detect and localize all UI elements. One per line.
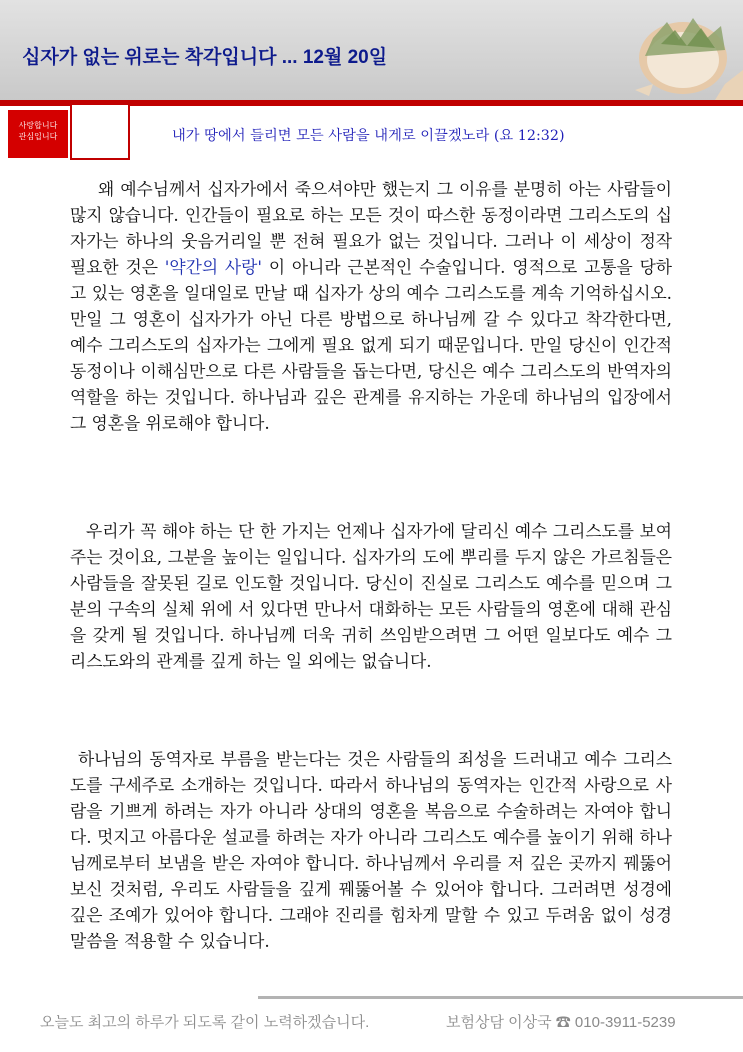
footer-divider [258,996,743,999]
bible-verse: 내가 땅에서 들리면 모든 사람을 내게로 이끌겠노라 (요 12:32) [172,128,565,144]
paragraph-2: 우리가 꼭 해야 하는 단 한 가지는 언제나 십자가에 달리신 예수 그리스도를 보여주는 것이요, 그분을 높이는 일입니다. 십자가의 도에 뿌리를 두지 않은 가르침들은 사람들을 잘못된 길로 인도할 것입니다. 당신이 진실로 그리스도 예수를 믿으며 그분의 구속의 실체 위에 서 있다면 만나서 대화하는 모든 사람들의 영혼에 대해 관심을 갖게 될 것입니다. 하나님께 더욱 귀히 쓰임받으려면 그 어떤 일보다도 예수 그리스도와의 관계를 깊게 하는 일 외에는 없습니다. [70,521,672,671]
highlight-phrase: '약간의 사랑' [164,257,262,277]
header-banner [0,0,743,100]
side-badge-line-2: 관심입니다 [18,132,58,141]
paragraph-3: 하나님의 동역자로 부름을 받는다는 것은 사람들의 죄성을 드러내고 예수 그리스도를 구세주로 소개하는 것입니다. 따라서 하나님의 동역자는 인간적 사랑으로 사람을 기쁘게 하려는 자가 아니라 상대의 영혼을 복음으로 수술하려는 자여야 합니다. 멋지고 아름다운 설교를 하려는 자가 아니라 그리스도 예수를 높이기 위해 하나님께로부터 보냄을 받은 자여야 합니다. 하나님께서 우리를 저 깊은 곳까지 꿰뚫어 보신 것처럼, 우리도 사람들을 깊게 꿰뚫어볼 수 있어야 합니다. 그러려면 성경에 깊은 조예가 있어야 합니다. 그래야 진리를 힘차게 말할 수 있고 두려움 없이 성경 말씀을 적용할 수 있습니다. [70,749,672,951]
paragraph-1-part-a: 왜 예수님께서 십자가에서 죽으셔야만 했는지 그 이유를 분명히 아는 사람들이 많지 않습니다. 인간들이 필요로 하는 모든 것이 따스한 동정이라면 그리스도의 십자가는 하나의 웃음거리일 뿐 전혀 필요가 없는 것입니다. 그러나 이 세상이 정작 필요한 것은 [70,179,672,277]
footer-contact: 보험상담 이상국 ☎ 010-3911-5239 [446,1014,676,1031]
side-badge [8,110,68,158]
shell-fragment-shape-2 [635,84,653,96]
footer-motto: 오늘도 최고의 하루가 되도록 같이 노력하겠습니다. [40,1014,370,1031]
photo-frame [70,103,130,160]
paragraph-1-part-b: 이 아니라 근본적인 수술입니다. 영적으로 고통을 당하고 있는 영혼을 일대일로 만날 때 십자가 상의 예수 그리스도를 계속 기억하십시오. 만일 그 영혼이 십자가가 아닌 다른 방법으로 하나님께 갈 수 있다고 착각한다면, 예수 그리스도의 십자가는 그에게 필요 없게 되기 때문입니다. 만일 당신이 인간적 동정이나 이해심만으로 다른 사람들을 돕는다면, 당신은 예수 그리스도의 반역자의 역할을 하는 것입니다. 하나님과 깊은 관계를 유지하는 가운데 하나님의 입장에서 그 영혼을 위로해야 합니다. [70,257,672,433]
side-badge-line-1: 사랑합니다 [18,121,58,130]
paragraph-1 [70,176,672,436]
egg-money-illustration [575,0,743,100]
page-title: 십자가 없는 위로는 착각입니다 ... 12월 20일 [22,47,388,68]
footer [40,1011,676,1032]
